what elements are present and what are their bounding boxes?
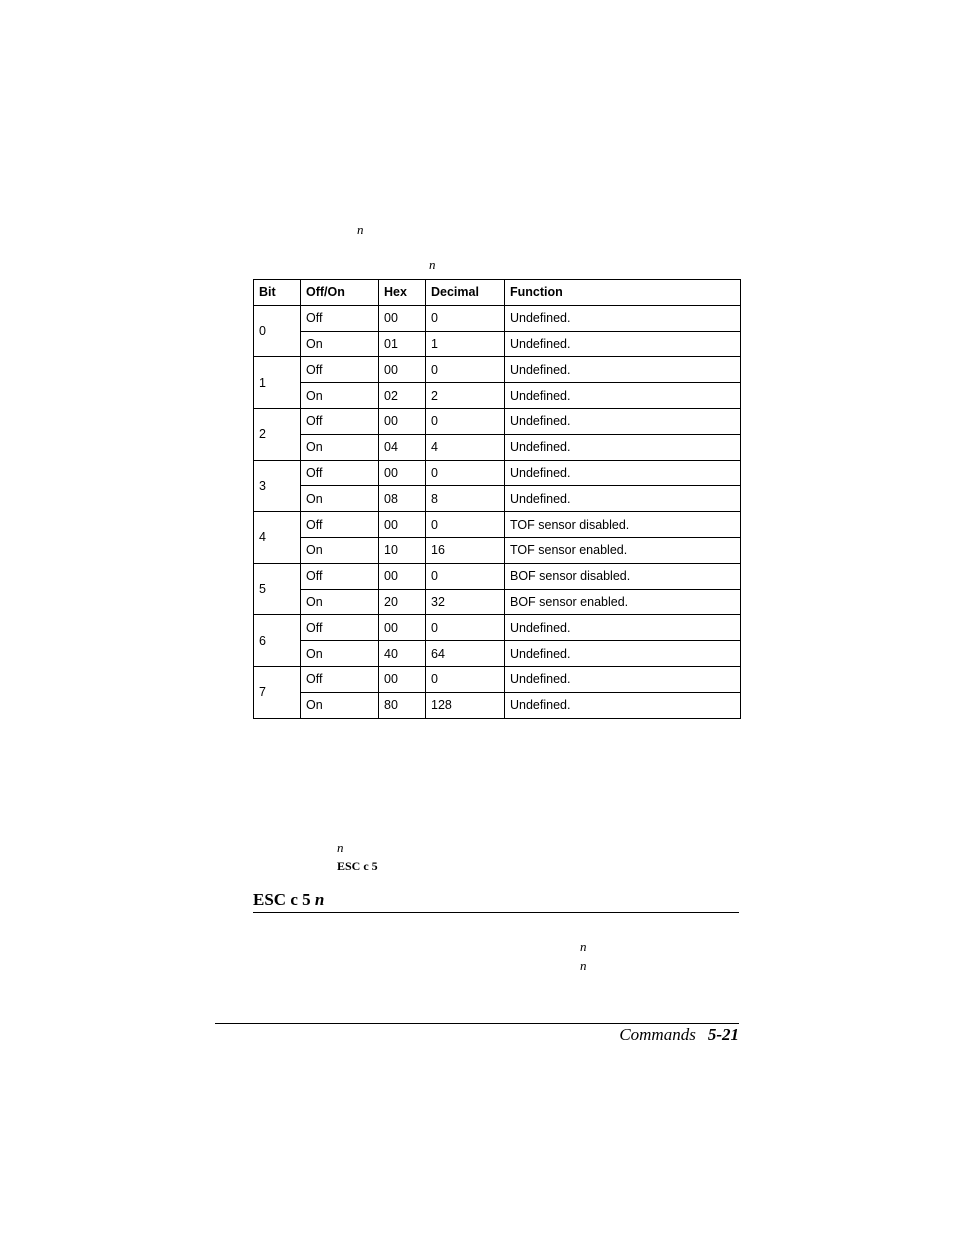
table-row [254,383,741,409]
related-command: ESC c 5 [337,859,378,873]
decimal-cell: 4 [426,434,505,460]
footer-rule [215,1023,739,1024]
table-row [254,666,741,692]
decimal-cell: 128 [426,692,505,718]
hex-cell: 40 [379,641,426,667]
bit-number: 7 [254,666,301,718]
section-heading-param: n [314,890,325,909]
hex-cell: 04 [379,434,426,460]
function-cell: TOF sensor enabled. [505,537,741,563]
hex-cell: 20 [379,589,426,615]
offon-cell: Off [301,666,379,692]
bit-number: 0 [254,305,301,357]
offon-cell: On [301,486,379,512]
hex-cell: 02 [379,383,426,409]
hex-cell: 00 [379,408,426,434]
col-header-bit: Bit [254,280,301,306]
section-heading-command: ESC c 5 [253,890,311,909]
col-header-function: Function [505,280,741,306]
section-heading [253,890,324,910]
function-cell: Undefined. [505,692,741,718]
decimal-cell: 32 [426,589,505,615]
offon-cell: Off [301,357,379,383]
bit-number: 3 [254,460,301,512]
offon-cell: On [301,434,379,460]
table-row [254,434,741,460]
param-n-label: n [580,939,587,954]
table-row [254,512,741,538]
offon-cell: On [301,641,379,667]
function-cell: Undefined. [505,641,741,667]
offon-cell: Off [301,512,379,538]
bit-number: 5 [254,563,301,615]
decimal-cell: 1 [426,331,505,357]
decimal-cell: 0 [426,666,505,692]
decimal-cell: 0 [426,563,505,589]
col-header-offon: Off/On [301,280,379,306]
section-rule [253,912,739,913]
function-cell: Undefined. [505,357,741,383]
bit-number: 6 [254,615,301,667]
offon-cell: Off [301,563,379,589]
offon-cell: On [301,537,379,563]
decimal-cell: 16 [426,537,505,563]
param-n-label: n [357,222,364,237]
hex-cell: 00 [379,512,426,538]
offon-cell: Off [301,460,379,486]
footer-chapter: Commands [619,1025,696,1044]
table-row [254,486,741,512]
decimal-cell: 0 [426,305,505,331]
decimal-cell: 0 [426,512,505,538]
function-cell: TOF sensor disabled. [505,512,741,538]
param-n-label: n [580,958,587,973]
table-row [254,563,741,589]
bit-number: 4 [254,512,301,564]
decimal-cell: 0 [426,460,505,486]
offon-cell: Off [301,305,379,331]
function-cell: Undefined. [505,331,741,357]
function-cell: Undefined. [505,460,741,486]
table-row [254,641,741,667]
hex-cell: 00 [379,357,426,383]
table-header-row [254,280,741,306]
function-cell: Undefined. [505,408,741,434]
decimal-cell: 8 [426,486,505,512]
hex-cell: 00 [379,666,426,692]
function-cell: Undefined. [505,666,741,692]
table-row [254,537,741,563]
decimal-cell: 64 [426,641,505,667]
function-cell: Undefined. [505,486,741,512]
table-row [254,305,741,331]
offon-cell: On [301,692,379,718]
offon-cell: On [301,383,379,409]
function-cell: Undefined. [505,434,741,460]
function-cell: BOF sensor enabled. [505,589,741,615]
bit-number: 2 [254,408,301,460]
param-n-label: n [337,840,344,855]
table-row [254,615,741,641]
hex-cell: 01 [379,331,426,357]
table-row [254,589,741,615]
col-header-hex: Hex [379,280,426,306]
page-footer [619,1025,739,1045]
table-row [254,460,741,486]
function-cell: Undefined. [505,305,741,331]
function-cell: Undefined. [505,383,741,409]
hex-cell: 00 [379,305,426,331]
hex-cell: 10 [379,537,426,563]
table-row [254,408,741,434]
decimal-cell: 2 [426,383,505,409]
decimal-cell: 0 [426,357,505,383]
table-row [254,692,741,718]
function-cell: Undefined. [505,615,741,641]
hex-cell: 00 [379,563,426,589]
hex-cell: 00 [379,615,426,641]
decimal-cell: 0 [426,408,505,434]
hex-cell: 80 [379,692,426,718]
bit-table [253,279,741,719]
function-cell: BOF sensor disabled. [505,563,741,589]
table-row [254,331,741,357]
footer-page-number: 5-21 [707,1025,739,1044]
hex-cell: 00 [379,460,426,486]
offon-cell: Off [301,615,379,641]
bit-number: 1 [254,357,301,409]
col-header-decimal: Decimal [426,280,505,306]
decimal-cell: 0 [426,615,505,641]
table-row [254,357,741,383]
offon-cell: Off [301,408,379,434]
offon-cell: On [301,589,379,615]
hex-cell: 08 [379,486,426,512]
offon-cell: On [301,331,379,357]
param-n-label: n [429,257,436,272]
